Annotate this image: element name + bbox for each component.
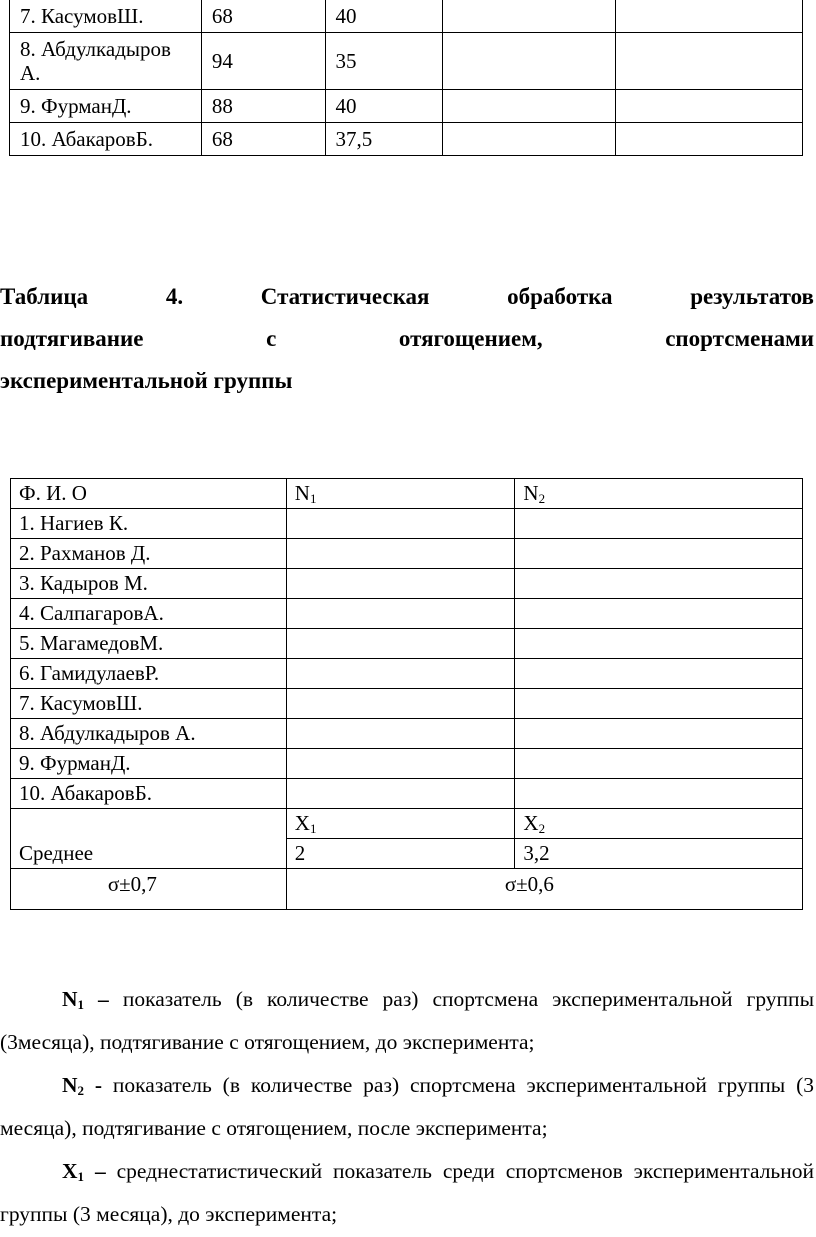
legend-text: показатель (в количестве раз) спортсмена экспериментальной группы (3 месяца), подтягивание с отягощением, после эксперимента; (0, 1073, 814, 1140)
legend-item-n1 (0, 978, 814, 1064)
mean-value-1: 2 (286, 839, 515, 869)
caption-word: спортсменами (665, 326, 814, 351)
empty-cell (615, 123, 802, 156)
term-subscript: 1 (77, 1169, 85, 1184)
term-symbol: N (62, 987, 78, 1011)
caption-line-1 (0, 276, 814, 318)
term-subscript: 2 (77, 1083, 85, 1098)
legend-item-n2 (0, 1064, 814, 1150)
value-cell: 40 (325, 0, 443, 33)
empty-cell (443, 33, 615, 90)
mean-symbol-row (11, 809, 803, 839)
column-header-name: Ф. И. О (11, 479, 287, 509)
empty-cell (443, 0, 615, 33)
legend-text: среднестатистический показатель среди спортсменов экспериментальной группы (3 месяца), до эксперимента; (0, 1159, 814, 1226)
caption-line-3: экспериментальной группы (0, 368, 293, 393)
legend-item-x1 (0, 1150, 814, 1236)
empty-cell (515, 509, 803, 539)
table-row (11, 629, 803, 659)
value-cell: 68 (201, 0, 325, 33)
x1-cell (286, 809, 515, 839)
column-header-n1 (286, 479, 515, 509)
empty-cell (515, 629, 803, 659)
table-row (11, 539, 803, 569)
table-row (11, 659, 803, 689)
column-header-n2 (515, 479, 803, 509)
caption-word: отягощением, (398, 326, 543, 351)
athlete-name-cell: 10. АбакаровБ. (11, 779, 287, 809)
x2-cell (515, 809, 803, 839)
table-row (10, 90, 803, 123)
caption-word: с (266, 326, 277, 351)
legend-term (62, 1073, 102, 1097)
empty-cell (286, 779, 515, 809)
athlete-name-cell: 7. КасумовШ. (11, 689, 287, 719)
athlete-name-cell: 5. МагамедовМ. (11, 629, 287, 659)
athlete-name-cell: 7. КасумовШ. (10, 0, 202, 33)
value-cell: 94 (201, 33, 325, 90)
athlete-name-cell: 9. ФурманД. (10, 90, 202, 123)
mean-label-cell (11, 809, 287, 869)
athlete-name-cell: 2. Рахманов Д. (11, 539, 287, 569)
empty-cell (515, 749, 803, 779)
term-symbol: N (62, 1073, 78, 1097)
table-row (11, 599, 803, 629)
sigma-value-1: σ±0,7 (11, 869, 287, 910)
term-dash: – (84, 1159, 106, 1183)
empty-cell (515, 539, 803, 569)
athlete-name-cell: 4. СалпагаровА. (11, 599, 287, 629)
value-cell: 88 (201, 90, 325, 123)
table-row (11, 689, 803, 719)
empty-cell (515, 569, 803, 599)
n1-label: N (294, 481, 310, 505)
empty-cell (615, 90, 802, 123)
caption-word: результатов (690, 284, 814, 309)
empty-cell (286, 749, 515, 779)
results-table-continuation (9, 0, 803, 156)
table-row (11, 779, 803, 809)
caption-word: подтягивание (0, 326, 144, 351)
term-symbol: X (62, 1159, 78, 1183)
athlete-name-cell: 6. ГамидулаевР. (11, 659, 287, 689)
sigma-value-2: σ±0,6 (286, 869, 802, 910)
caption-word: Статистическая (260, 284, 430, 309)
value-cell: 37,5 (325, 123, 443, 156)
athlete-name-cell: 10. АбакаровБ. (10, 123, 202, 156)
empty-cell (286, 659, 515, 689)
term-dash: – (84, 987, 109, 1011)
empty-cell (286, 539, 515, 569)
empty-cell (515, 659, 803, 689)
term-subscript: 1 (77, 997, 85, 1012)
table-row (10, 33, 803, 90)
table-caption (0, 276, 814, 402)
athlete-name-cell: 9. ФурманД. (11, 749, 287, 779)
table-row (10, 0, 803, 33)
empty-cell (615, 0, 802, 33)
term-dash: - (84, 1073, 103, 1097)
table-row (10, 123, 803, 156)
x1-label: X (294, 811, 310, 835)
statistics-table (10, 478, 803, 910)
table-row (11, 569, 803, 599)
empty-cell (286, 629, 515, 659)
empty-cell (443, 90, 615, 123)
sigma-row (11, 869, 803, 910)
table-row (11, 509, 803, 539)
empty-cell (286, 719, 515, 749)
table-header-row (11, 479, 803, 509)
x2-label: X (523, 811, 539, 835)
table-row (11, 749, 803, 779)
x1-subscript: 1 (309, 821, 317, 836)
empty-cell (515, 689, 803, 719)
mean-value-2: 3,2 (515, 839, 803, 869)
caption-word: Таблица (0, 284, 89, 309)
legend-term (62, 987, 109, 1011)
legend-term (62, 1159, 106, 1183)
empty-cell (286, 509, 515, 539)
empty-cell (443, 123, 615, 156)
legend-text: показатель (в количестве раз) спортсмена экспериментальной группы (3месяца), подтягивание с отягощением, до эксперимента; (0, 987, 815, 1054)
table-row (11, 719, 803, 749)
empty-cell (515, 719, 803, 749)
athlete-name-cell: 3. Кадыров М. (11, 569, 287, 599)
notation-legend (0, 978, 814, 1236)
value-cell: 35 (325, 33, 443, 90)
value-cell: 68 (201, 123, 325, 156)
empty-cell (286, 689, 515, 719)
empty-cell (615, 33, 802, 90)
athlete-name-cell: 8. Абдулкадыров А. (11, 719, 287, 749)
caption-word: обработка (507, 284, 613, 309)
caption-word: 4. (165, 284, 184, 309)
empty-cell (286, 569, 515, 599)
athlete-name-cell: 8. Абдулкадыров А. (10, 33, 202, 90)
empty-cell (286, 599, 515, 629)
mean-label: Среднее (19, 841, 94, 865)
empty-cell (515, 599, 803, 629)
n2-label: N (523, 481, 539, 505)
value-cell: 40 (325, 90, 443, 123)
empty-cell (515, 779, 803, 809)
x2-subscript: 2 (538, 821, 546, 836)
caption-line-2 (0, 318, 814, 360)
n2-subscript: 2 (538, 491, 546, 506)
athlete-name-cell: 1. Нагиев К. (11, 509, 287, 539)
n1-subscript: 1 (309, 491, 317, 506)
